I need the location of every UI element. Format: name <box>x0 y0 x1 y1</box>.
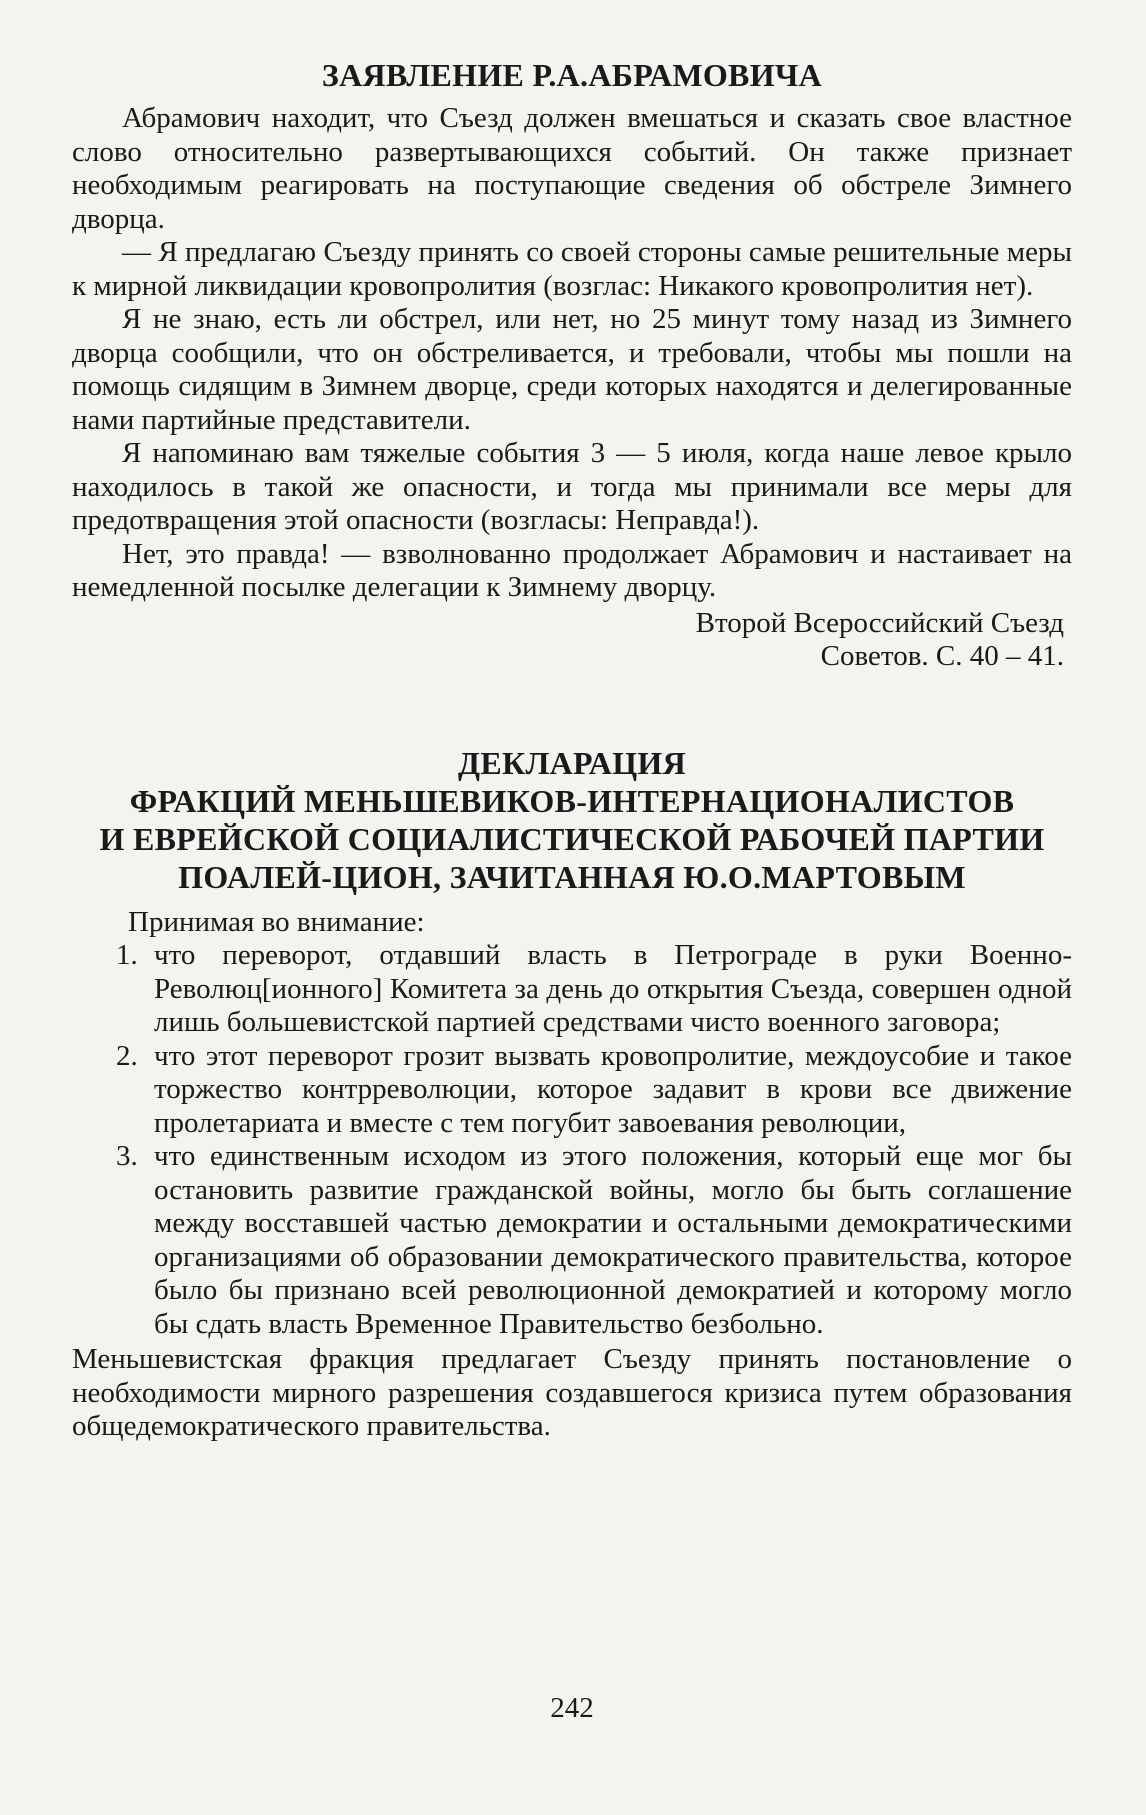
list-item-number: 1. <box>116 939 138 971</box>
list-item-number: 3. <box>116 1140 138 1172</box>
page-number: 242 <box>550 1692 594 1724</box>
statement-paragraph: Нет, это правда! — взволнованно продолжает Абрамович и настаивает на немедленной посылке делегации к Зимнему дворцу. <box>72 537 1072 603</box>
document-page <box>72 56 1072 1776</box>
statement-paragraph: Абрамович находит, что Съезд должен вмешаться и сказать свое властное слово относительно развертывающихся событий. Он также признает необходимым реагировать на поступающие сведения об обстреле Зимнего дворца. <box>72 102 1072 235</box>
statement-paragraph: Я не знаю, есть ли обстрел, или нет, но 25 минут тому назад из Зимнего дворца сообщили, что он обстреливается, и требовали, чтобы мы пошли на помощь сидящим в Зимнем дворце, среди которых находятся и делегированные нами партийные представители. <box>72 303 1072 436</box>
statement-paragraph: — Я предлагаю Съезду принять со своей стороны самые решительные меры к мирной ликвидации кровопролития (возглас: Никакого кровопролития нет). <box>72 236 1072 302</box>
declaration-title-line: ДЕКЛАРАЦИЯ <box>458 744 686 781</box>
declaration-title-line: ФРАКЦИЙ МЕНЬШЕВИКОВ-ИНТЕРНАЦИОНАЛИСТОВ <box>129 782 1015 819</box>
list-item <box>72 939 1072 1040</box>
declaration-closing: Меньшевистская фракция предлагает Съезду принять постановление о необходимости мирного разрешения создавшегося кризиса путем образования общедемократического правительства. <box>72 1343 1072 1442</box>
statement-source <box>72 607 1072 674</box>
statement-paragraph: Я напоминаю вам тяжелые события 3 — 5 июля, когда наше левое крыло находилось в такой же опасности, и тогда мы принимали все меры для предотвращения этой опасности (возгласы: Неправда!). <box>72 437 1072 536</box>
list-item <box>72 1140 1072 1341</box>
list-item <box>72 1040 1072 1141</box>
declaration-title-line: ПОАЛЕЙ-ЦИОН, ЗАЧИТАННАЯ Ю.О.МАРТОВЫМ <box>178 858 966 895</box>
source-line: Советов. С. 40 – 41. <box>820 640 1064 672</box>
list-item-text: что переворот, отдавший власть в Петрограде в руки Военно-Революц[ионного] Комитета за день до открытия Съезда, совершен одной лишь большевистской партией средствами чисто военного заговора; <box>154 939 1072 1038</box>
statement-title: ЗАЯВЛЕНИЕ Р.А.АБРАМОВИЧА <box>321 57 823 93</box>
declaration-title-line: И ЕВРЕЙСКОЙ СОЦИАЛИСТИЧЕСКОЙ РАБОЧЕЙ ПАРТИИ <box>99 820 1045 857</box>
declaration-title <box>72 744 1072 896</box>
declaration-intro: Принимая во внимание: <box>128 905 425 938</box>
declaration-list <box>72 939 1072 1341</box>
list-item-number: 2. <box>116 1039 138 1072</box>
list-item-text: что этот переворот грозит вызвать кровопролитие, междоусобие и такое торжество контрреволюции, которое задавит в крови все движение пролетариата и вместе с тем погубит завоевания революции, <box>154 1039 1072 1139</box>
list-item-text: что единственным исходом из этого положения, который еще мог бы остановить развитие гражданской войны, могло бы быть соглашение между восставшей частью демократии и остальными демократическими организациями об образовании демократического правительства, которое было бы признано всей революционной демократией и которому могло бы сдать власть Временное Правительство безбольно. <box>154 1140 1072 1340</box>
source-line: Второй Всероссийский Съезд <box>695 606 1064 639</box>
declaration <box>72 744 1072 1444</box>
abramovich-statement <box>72 56 1072 674</box>
